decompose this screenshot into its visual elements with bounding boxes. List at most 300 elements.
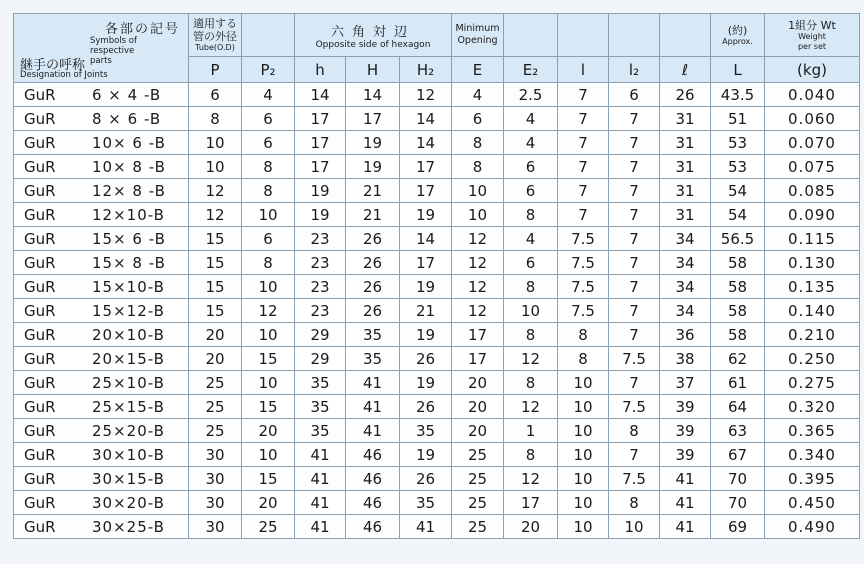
header-hexagon-group [295,14,452,57]
cell-e2: 6 [504,251,558,275]
cell-h2: 14 [400,131,452,155]
cell-wt: 0.210 [765,323,860,347]
cell-l: 56.5 [711,227,765,251]
cell-h: 26 [346,299,400,323]
cell-l: 43.5 [711,83,765,107]
joint-designation-cell [14,179,189,203]
cell-p2: 10 [242,203,295,227]
cell-wt: 0.135 [765,275,860,299]
joint-designation-cell [14,227,189,251]
cell-ell: 36 [660,323,711,347]
cell-h: 41 [295,443,346,467]
weight-label-jp: 1組分 Wt [788,18,836,32]
cell-l2: 7 [609,203,660,227]
cell-l: 7.5 [558,299,609,323]
cell-l: 63 [711,419,765,443]
cell-l: 10 [558,371,609,395]
size-code: 20×10-B [92,326,165,344]
cell-e2: 4 [504,227,558,251]
cell-wt: 0.140 [765,299,860,323]
cell-l2: 7 [609,443,660,467]
cell-h: 19 [295,203,346,227]
size-code: 12×10-B [92,206,165,224]
cell-e: 20 [452,395,504,419]
cell-e: 17 [452,347,504,371]
cell-ell: 31 [660,179,711,203]
cell-l: 58 [711,251,765,275]
series-code: GuR [24,134,56,152]
cell-h: 35 [295,419,346,443]
cell-l2: 6 [609,83,660,107]
cell-p: 15 [189,251,242,275]
series-code: GuR [24,326,56,344]
joint-spec-table-container [13,13,859,549]
cell-p: 20 [189,323,242,347]
table-body [14,83,860,539]
cell-l2: 7 [609,155,660,179]
joint-designation-cell [14,395,189,419]
joint-designation-cell [14,155,189,179]
cell-ell: 34 [660,251,711,275]
table-row [14,443,860,467]
cell-l2: 7 [609,107,660,131]
cell-p: 15 [189,227,242,251]
cell-wt: 0.075 [765,155,860,179]
cell-h2: 35 [400,419,452,443]
cell-h2: 21 [400,299,452,323]
cell-ell: 41 [660,467,711,491]
cell-p: 15 [189,299,242,323]
cell-p: 25 [189,371,242,395]
symbol-h-small: h [315,60,325,79]
cell-p2: 25 [242,515,295,539]
cell-l: 7 [558,179,609,203]
joint-designation-cell [14,275,189,299]
cell-e: 12 [452,251,504,275]
cell-e: 25 [452,491,504,515]
header-weight [765,14,860,57]
cell-p: 15 [189,275,242,299]
header-p [189,57,242,83]
size-code: 15×12-B [92,302,165,320]
series-code: GuR [24,350,56,368]
cell-h: 23 [295,299,346,323]
cell-ell: 38 [660,347,711,371]
cell-h: 17 [295,107,346,131]
cell-ell: 31 [660,131,711,155]
cell-h: 14 [346,83,400,107]
cell-h: 35 [346,323,400,347]
header-h-large [346,57,400,83]
cell-ell: 39 [660,419,711,443]
cell-ell: 31 [660,107,711,131]
cell-p2: 20 [242,491,295,515]
cell-h2: 26 [400,395,452,419]
cell-l2: 7 [609,275,660,299]
table-row [14,179,860,203]
table-row [14,395,860,419]
cell-h: 17 [295,155,346,179]
cell-e2: 8 [504,203,558,227]
cell-p2: 10 [242,323,295,347]
cell-l: 8 [558,347,609,371]
cell-h2: 26 [400,347,452,371]
joint-designation-cell [14,83,189,107]
opening-label: Opening [457,35,498,46]
table-row [14,419,860,443]
cell-p2: 6 [242,227,295,251]
cell-p: 30 [189,443,242,467]
cell-e: 8 [452,131,504,155]
cell-e2: 2.5 [504,83,558,107]
cell-p: 12 [189,203,242,227]
cell-e: 25 [452,443,504,467]
size-code: 25×20-B [92,422,165,440]
cell-l2: 10 [609,515,660,539]
cell-wt: 0.340 [765,443,860,467]
cell-e2: 4 [504,107,558,131]
cell-l: 62 [711,347,765,371]
minimum-label: Minimum [455,23,500,34]
cell-l: 10 [558,515,609,539]
cell-l: 8 [558,323,609,347]
cell-p2: 10 [242,443,295,467]
size-code: 6 × 4 -B [92,86,162,104]
cell-e2: 4 [504,131,558,155]
cell-l2: 7.5 [609,467,660,491]
series-code: GuR [24,518,56,536]
cell-h: 19 [295,179,346,203]
symbol-h-large: H [366,60,379,79]
cell-h: 29 [295,323,346,347]
symbol-kg: (kg) [797,60,827,79]
table-row [14,203,860,227]
cell-e: 4 [452,83,504,107]
series-code: GuR [24,254,56,272]
cell-e2: 6 [504,179,558,203]
table-row [14,155,860,179]
cell-wt: 0.365 [765,419,860,443]
series-code: GuR [24,230,56,248]
cell-l: 10 [558,491,609,515]
cell-p: 20 [189,347,242,371]
cell-l: 7.5 [558,275,609,299]
joint-designation-cell [14,299,189,323]
cell-h: 41 [295,467,346,491]
cell-l2: 7 [609,179,660,203]
cell-e2: 8 [504,323,558,347]
cell-p2: 10 [242,275,295,299]
cell-l2: 7 [609,131,660,155]
cell-p2: 8 [242,155,295,179]
cell-h2: 41 [400,515,452,539]
header-minimum-opening [452,14,504,57]
cell-h: 19 [346,155,400,179]
header-L [711,57,765,83]
cell-h: 41 [295,515,346,539]
cell-l: 54 [711,179,765,203]
cell-l: 51 [711,107,765,131]
cell-h: 21 [346,179,400,203]
size-code: 15× 6 -B [92,230,166,248]
size-code: 10× 8 -B [92,158,166,176]
header-l-top [558,14,609,57]
cell-h2: 19 [400,371,452,395]
cell-wt: 0.275 [765,371,860,395]
series-code: GuR [24,182,56,200]
cell-wt: 0.070 [765,131,860,155]
cell-h: 23 [295,275,346,299]
cell-wt: 0.085 [765,179,860,203]
cell-e: 25 [452,515,504,539]
symbols-label-en: Symbols of respective parts [90,36,137,66]
series-code: GuR [24,374,56,392]
cell-l: 7 [558,131,609,155]
tube-label-jp-2: 管の外径 [193,30,237,43]
cell-h2: 14 [400,107,452,131]
cell-e: 8 [452,155,504,179]
series-code: GuR [24,494,56,512]
cell-h: 41 [295,491,346,515]
cell-wt: 0.130 [765,251,860,275]
cell-h: 26 [346,251,400,275]
cell-h: 41 [346,419,400,443]
joint-designation-label-en: Designation of Joints [20,70,108,80]
cell-h: 41 [346,371,400,395]
cell-h2: 14 [400,227,452,251]
series-code: GuR [24,278,56,296]
cell-l: 53 [711,155,765,179]
joint-designation-cell [14,251,189,275]
series-code: GuR [24,158,56,176]
cell-wt: 0.060 [765,107,860,131]
cell-h2: 26 [400,467,452,491]
cell-h2: 17 [400,179,452,203]
cell-p2: 20 [242,419,295,443]
table-row [14,275,860,299]
cell-h: 17 [295,131,346,155]
joint-designation-cell [14,131,189,155]
cell-l: 58 [711,323,765,347]
series-code: GuR [24,206,56,224]
cell-e2: 17 [504,491,558,515]
series-code: GuR [24,446,56,464]
cell-p2: 10 [242,371,295,395]
cell-p: 10 [189,131,242,155]
size-code: 12× 8 -B [92,182,166,200]
header-ell [660,57,711,83]
cell-e2: 8 [504,275,558,299]
cell-e2: 12 [504,467,558,491]
cell-l: 53 [711,131,765,155]
cell-e: 10 [452,179,504,203]
joint-designation-cell [14,419,189,443]
table-row [14,491,860,515]
cell-p2: 15 [242,467,295,491]
cell-l: 10 [558,419,609,443]
size-code: 25×15-B [92,398,165,416]
cell-l: 10 [558,467,609,491]
cell-h2: 17 [400,155,452,179]
cell-l2: 7 [609,227,660,251]
header-ell-top [660,14,711,57]
cell-p: 6 [189,83,242,107]
cell-p: 30 [189,491,242,515]
cell-p2: 8 [242,251,295,275]
table-row [14,227,860,251]
header-e2-top [504,14,558,57]
table-row [14,83,860,107]
cell-l: 54 [711,203,765,227]
series-code: GuR [24,302,56,320]
cell-e: 12 [452,275,504,299]
size-code: 8 × 6 -B [92,110,162,128]
cell-l2: 8 [609,491,660,515]
cell-e2: 1 [504,419,558,443]
cell-e2: 20 [504,515,558,539]
cell-l: 69 [711,515,765,539]
tube-label-jp-1: 適用する [193,17,237,30]
symbol-p2: P₂ [260,60,276,79]
cell-l: 58 [711,299,765,323]
cell-e: 12 [452,299,504,323]
cell-l: 67 [711,443,765,467]
cell-ell: 26 [660,83,711,107]
cell-l: 61 [711,371,765,395]
table-row [14,371,860,395]
joint-designation-cell [14,467,189,491]
hexagon-label-jp: 六角対辺 [330,24,415,40]
joint-designation-cell [14,347,189,371]
cell-h: 46 [346,443,400,467]
joint-designation-cell [14,371,189,395]
cell-e2: 6 [504,155,558,179]
cell-e: 25 [452,467,504,491]
symbols-label-jp: 各部の記号 [104,22,180,37]
size-code: 15×10-B [92,278,165,296]
header-kg [765,57,860,83]
cell-p2: 12 [242,299,295,323]
series-code: GuR [24,470,56,488]
cell-h: 19 [346,131,400,155]
joint-designation-cell [14,491,189,515]
cell-h2: 17 [400,251,452,275]
series-code: GuR [24,422,56,440]
header-e2 [504,57,558,83]
cell-p2: 15 [242,347,295,371]
cell-l: 64 [711,395,765,419]
cell-h: 35 [346,347,400,371]
series-code: GuR [24,86,56,104]
approx-label-jp: (約) [727,23,748,37]
header-l2-top [609,14,660,57]
cell-h: 46 [346,467,400,491]
cell-wt: 0.040 [765,83,860,107]
table-row [14,323,860,347]
cell-p2: 6 [242,131,295,155]
cell-p: 25 [189,395,242,419]
series-code: GuR [24,110,56,128]
cell-h: 21 [346,203,400,227]
cell-h: 26 [346,275,400,299]
cell-h: 46 [346,491,400,515]
cell-h: 26 [346,227,400,251]
cell-wt: 0.395 [765,467,860,491]
cell-ell: 39 [660,395,711,419]
cell-l2: 8 [609,419,660,443]
cell-h: 23 [295,251,346,275]
header-l [558,57,609,83]
cell-ell: 41 [660,515,711,539]
cell-l: 7 [558,155,609,179]
size-code: 25×10-B [92,374,165,392]
header-p2-top [242,14,295,57]
joint-designation-label-jp: 継手の呼称 [20,58,86,73]
cell-e2: 8 [504,371,558,395]
cell-h2: 19 [400,203,452,227]
cell-e2: 10 [504,299,558,323]
cell-h: 46 [346,515,400,539]
cell-p2: 15 [242,395,295,419]
weight-label-en-1: Weight [798,31,826,41]
symbol-h2: H₂ [416,60,435,79]
cell-ell: 31 [660,203,711,227]
joint-designation-cell [14,323,189,347]
table-row [14,467,860,491]
cell-p2: 6 [242,107,295,131]
joint-designation-cell [14,107,189,131]
cell-wt: 0.115 [765,227,860,251]
cell-p: 10 [189,155,242,179]
cell-wt: 0.320 [765,395,860,419]
table-header [14,14,860,83]
joint-spec-table [13,13,860,539]
joint-designation-cell [14,203,189,227]
cell-h: 41 [346,395,400,419]
symbol-l: l [580,60,586,79]
cell-l: 70 [711,491,765,515]
hexagon-label-en: Opposite side of hexagon [315,39,431,50]
table-row [14,107,860,131]
cell-e: 20 [452,419,504,443]
cell-wt: 0.490 [765,515,860,539]
cell-l: 7.5 [558,227,609,251]
cell-e: 17 [452,323,504,347]
joint-designation-cell [14,515,189,539]
cell-ell: 37 [660,371,711,395]
cell-l2: 7 [609,299,660,323]
cell-l: 10 [558,443,609,467]
cell-h: 17 [346,107,400,131]
header-e [452,57,504,83]
symbol-e2: E₂ [522,60,539,79]
cell-e2: 12 [504,347,558,371]
table-row [14,299,860,323]
cell-h2: 19 [400,323,452,347]
table-row [14,347,860,371]
cell-p2: 4 [242,83,295,107]
header-approx [711,14,765,57]
cell-h: 29 [295,347,346,371]
cell-wt: 0.450 [765,491,860,515]
weight-label-en-2: per set [797,41,827,51]
header-l2 [609,57,660,83]
cell-ell: 31 [660,155,711,179]
cell-h2: 19 [400,443,452,467]
cell-l2: 7.5 [609,395,660,419]
cell-e: 20 [452,371,504,395]
size-code: 30×10-B [92,446,165,464]
